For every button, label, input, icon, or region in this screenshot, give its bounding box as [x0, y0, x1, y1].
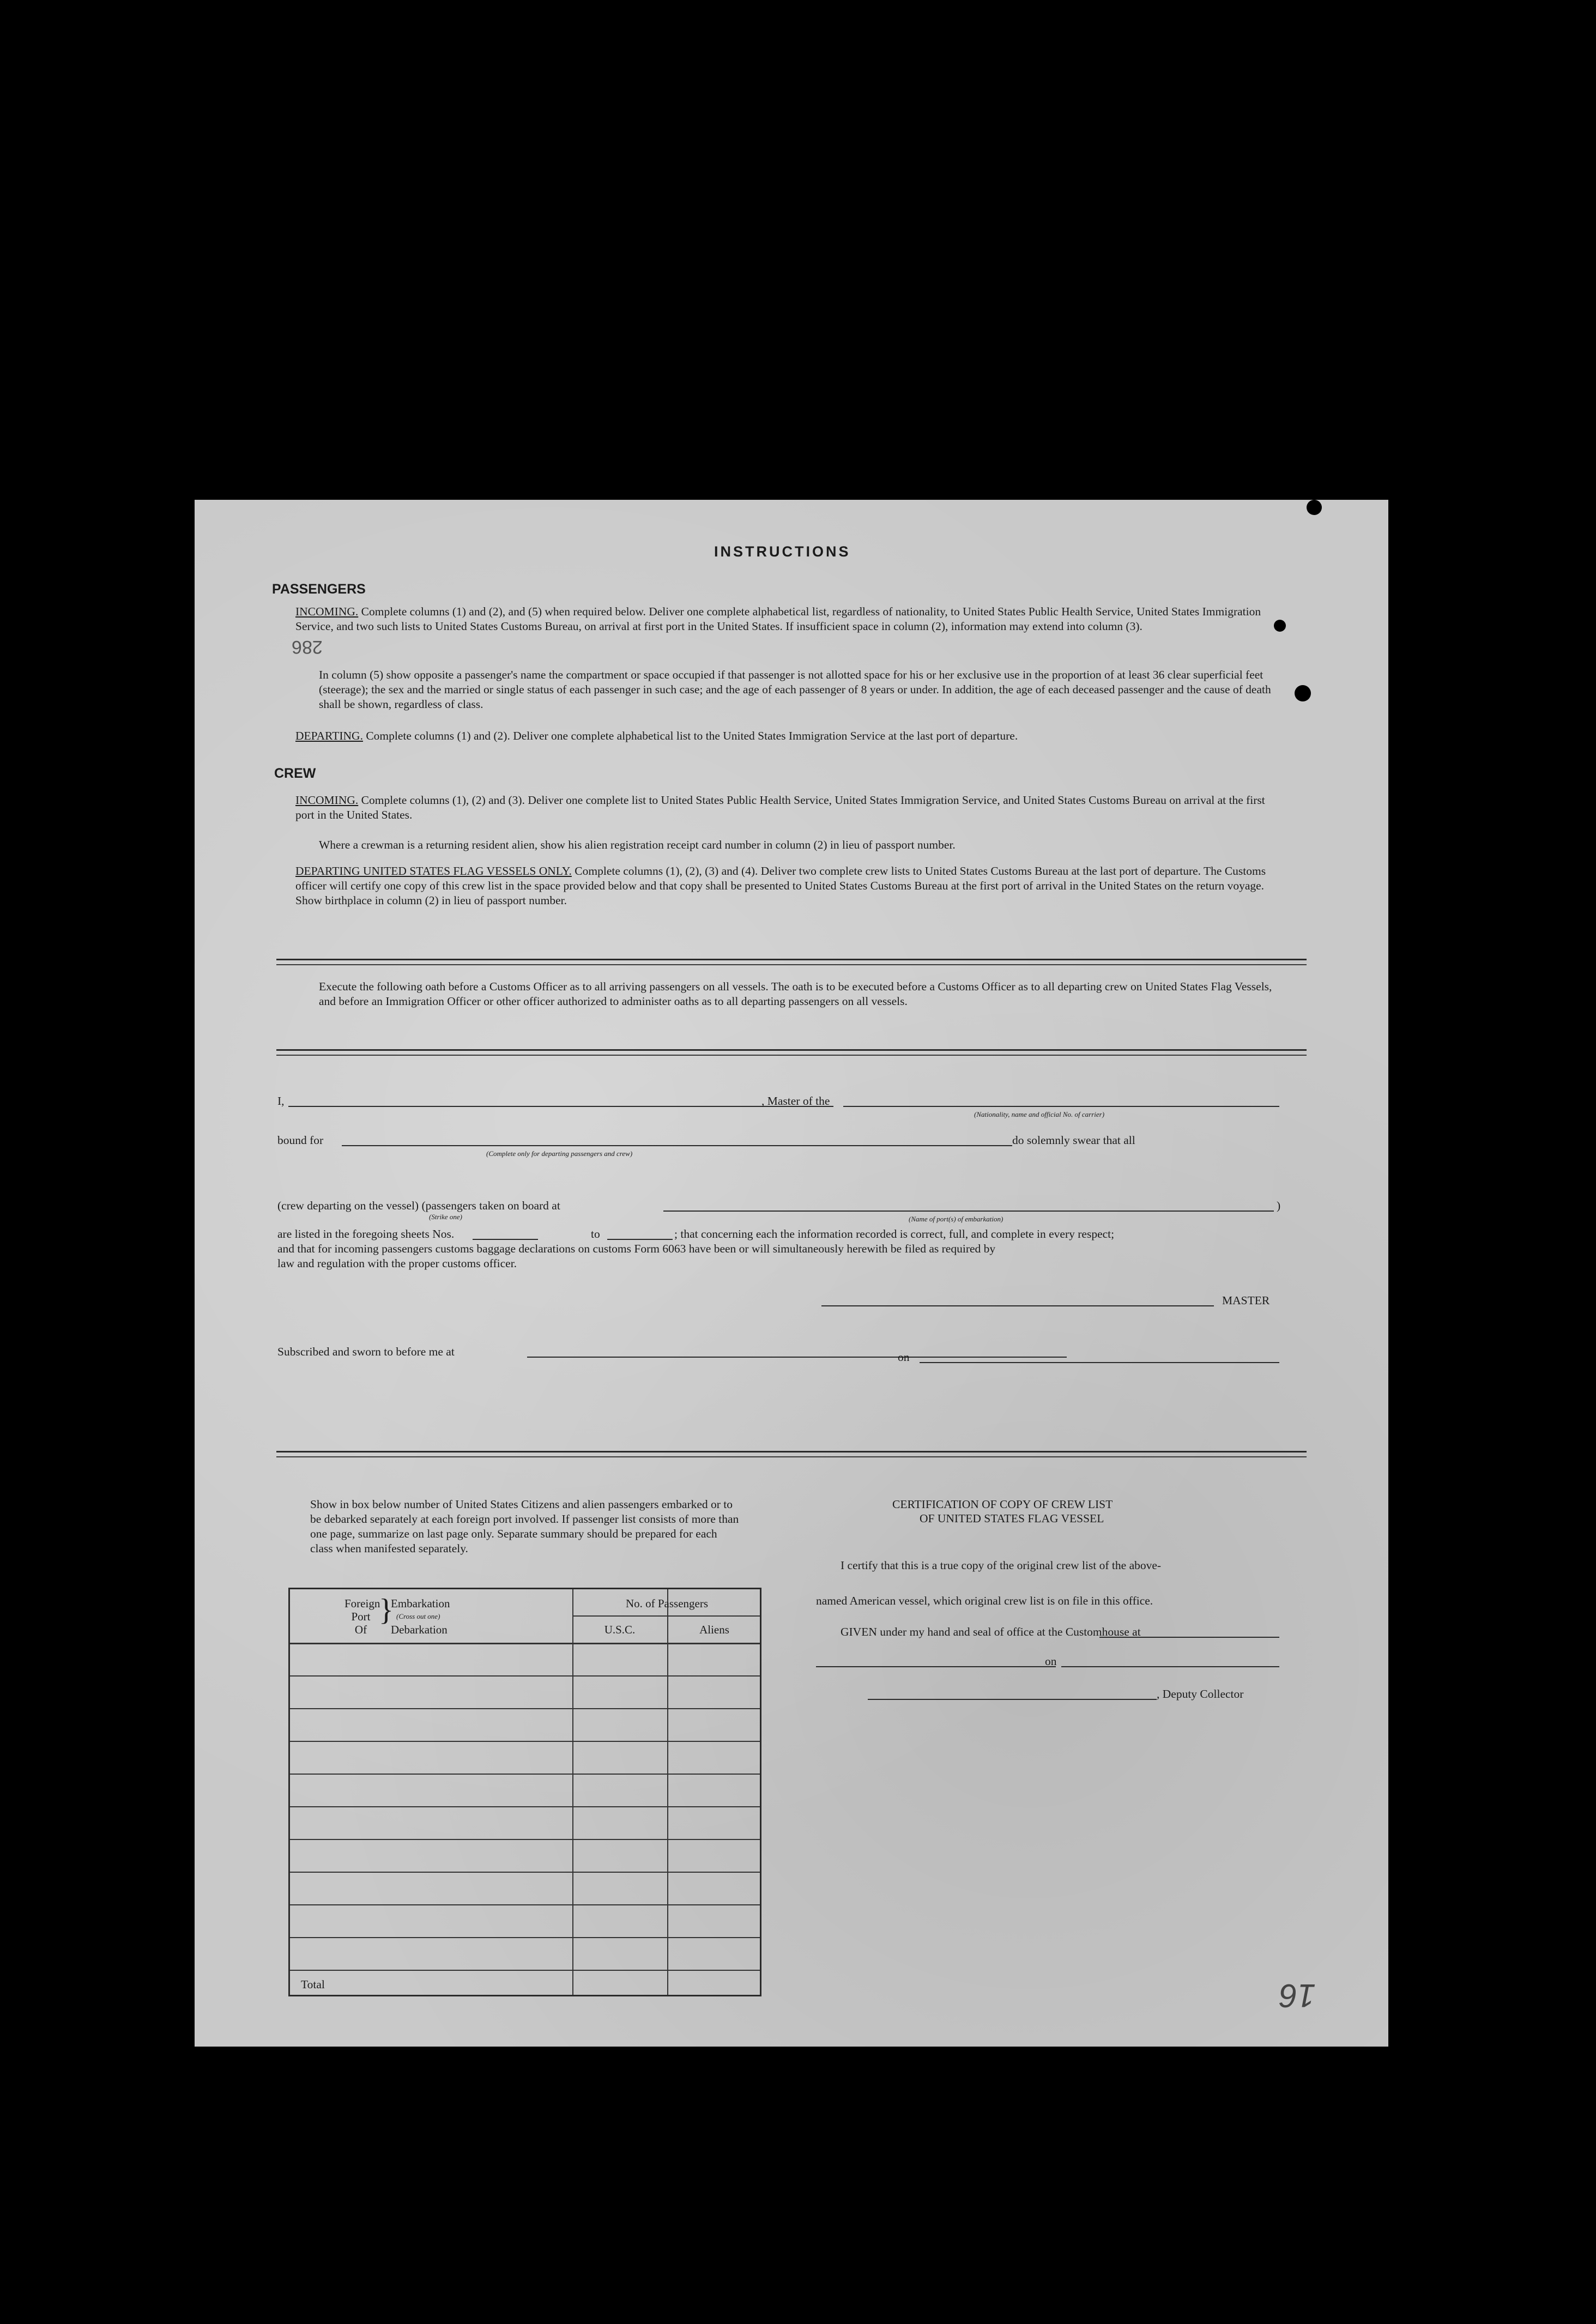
certification-line3: GIVEN under my hand and seal of office at the Customhouse at	[841, 1625, 1141, 1638]
oath-intro-text: Execute the following oath before a Customs Officer as to all arriving passengers on all vessels. The oath is to be executed before a Customs Officer as to all departing crew on United States Flag Vessels, and before an Immigration Officer or other officer authorized to administer oaths as to all departing passengers on all vessels.	[319, 980, 1272, 1008]
table-row-rule	[290, 1741, 760, 1742]
crew-incoming-text: Complete columns (1), (2) and (3). Deliver one complete list to United States Public Health Service, United States Immigration Service, and United States Customs Bureau on arrival at the first port in the United States.	[295, 794, 1265, 821]
cross-out-caption: (Cross out one)	[396, 1612, 440, 1620]
sheet-from-field[interactable]	[473, 1239, 538, 1240]
subscribed-label: Subscribed and sworn to before me at	[277, 1345, 455, 1358]
master-name-field[interactable]	[288, 1106, 833, 1107]
embarkation-label: Embarkation	[391, 1597, 450, 1610]
page-title: INSTRUCTIONS	[714, 543, 851, 560]
passengers-departing-lead: DEPARTING.	[295, 729, 363, 742]
listed-in-label: are listed in the foregoing sheets Nos.	[277, 1227, 455, 1240]
certification-heading-1: CERTIFICATION OF COPY OF CREW LIST	[892, 1498, 1113, 1511]
do-solemnly-label: do solemnly swear that all	[1012, 1134, 1135, 1147]
crew-returning	[319, 838, 1279, 852]
certification-date-field[interactable]	[1061, 1666, 1279, 1667]
table-col-divider	[667, 1589, 668, 1995]
i-label: I,	[277, 1094, 285, 1107]
concerning-text: ; that concerning each the information recorded is correct, full, and complete in every respect;	[674, 1227, 1115, 1240]
complete-only-caption: (Complete only for departing passengers and crew)	[486, 1149, 633, 1158]
customhouse-field[interactable]	[1099, 1637, 1279, 1638]
form-page	[195, 500, 1388, 2047]
table-row-rule	[290, 1806, 760, 1807]
table-header-rule	[290, 1643, 760, 1644]
table-header-rule	[572, 1615, 760, 1617]
crew-returning-text: Where a crewman is a returning resident alien, show his alien registration receipt card number in column (2) in lieu of passport number.	[319, 838, 956, 851]
crew-heading: CREW	[274, 766, 316, 781]
col-no-of-passengers: No. of Passengers	[625, 1597, 709, 1610]
stamp-number: 286	[292, 637, 323, 657]
page-number: 16	[1279, 1977, 1316, 2014]
passengers-incoming-lead: INCOMING.	[295, 605, 359, 618]
sworn-on-field[interactable]	[920, 1362, 1279, 1363]
summary-instructions	[310, 1497, 741, 1556]
summary-instructions-text: Show in box below number of United States Citizens and alien passengers embarked or to be debarked separately at each foreign port involved. If passenger list consists of more than one page, summarize on last page only. Separate summary should be prepared for each class when manifested separately.	[310, 1498, 739, 1555]
col-usc: U.S.C.	[604, 1623, 636, 1636]
crew-incoming-lead: INCOMING.	[295, 794, 359, 807]
crew-departing-label: (crew departing on the vessel) (passengers taken on board at	[277, 1199, 560, 1212]
certification-line1: I certify that this is a true copy of the original crew list of the above-	[841, 1559, 1162, 1572]
col-aliens: Aliens	[699, 1623, 729, 1636]
certification-on-label: on	[1045, 1655, 1057, 1668]
certification-heading-2: OF UNITED STATES FLAG VESSEL	[920, 1512, 1104, 1525]
crew-departing-lead: DEPARTING UNITED STATES FLAG VESSELS ONLY.	[295, 864, 572, 877]
col-foreign-label: Foreign	[344, 1597, 380, 1610]
table-row-rule	[290, 1675, 760, 1677]
oath-line2: and that for incoming passengers customs baggage declarations on customs Form 6063 have been or will simultaneously herewith be filed as required by	[277, 1242, 996, 1255]
close-paren: )	[1277, 1199, 1281, 1212]
carrier-field[interactable]	[843, 1106, 1279, 1107]
passenger-summary-table	[288, 1588, 761, 1996]
divider	[276, 1055, 1307, 1056]
certification-line2: named American vessel, which original crew list is on file in this office.	[816, 1594, 1153, 1607]
sworn-at-field[interactable]	[527, 1357, 1067, 1358]
brace-icon: }	[379, 1593, 394, 1627]
crew-departing	[295, 864, 1279, 908]
oath-line3: law and regulation with the proper customs officer.	[277, 1257, 517, 1270]
to-label: to	[591, 1227, 600, 1240]
passengers-departing-text: Complete columns (1) and (2). Deliver one complete alphabetical list to the United States Immigration Service at the last port of departure.	[366, 729, 1018, 742]
carrier-caption: (Nationality, name and official No. of carrier)	[974, 1110, 1105, 1118]
total-label: Total	[301, 1978, 325, 1991]
col-port-label: Port	[351, 1610, 371, 1623]
deputy-signature-field[interactable]	[868, 1699, 1157, 1700]
master-of-label: , Master of the	[761, 1094, 830, 1107]
divider	[276, 964, 1307, 965]
master-signature-field[interactable]	[821, 1305, 1214, 1306]
debarkation-label: Debarkation	[391, 1623, 448, 1636]
table-row-rule	[290, 1872, 760, 1873]
divider	[276, 1451, 1307, 1453]
bound-for-field[interactable]	[342, 1145, 1012, 1146]
table-col-divider	[572, 1589, 573, 1995]
sheet-to-field[interactable]	[607, 1239, 673, 1240]
table-row-rule	[290, 1774, 760, 1775]
passengers-heading: PASSENGERS	[272, 582, 366, 597]
punch-hole	[1295, 685, 1311, 701]
col-embarkation	[391, 1597, 500, 1636]
passengers-departing	[295, 729, 1279, 743]
col-foreign-port-of	[344, 1597, 380, 1636]
divider	[276, 959, 1307, 960]
crew-incoming	[295, 793, 1279, 822]
ports-caption: (Name of port(s) of embarkation)	[909, 1215, 1003, 1223]
passengers-incoming-text: Complete columns (1) and (2), and (5) when required below. Deliver one complete alphabetical list, regardless of nationality, to United States Public Health Service, United States Immigration Service, and two such lists to United States Customs Bureau, on arrival at first port in the United States. If insufficient space in column (2), information may extend into column (3).	[295, 605, 1261, 633]
passengers-column5	[319, 668, 1279, 712]
table-row-rule	[290, 1839, 760, 1840]
punch-hole	[1307, 500, 1322, 515]
table-row-rule	[290, 1937, 760, 1938]
table-row-rule	[290, 1708, 760, 1709]
passengers-column5-text: In column (5) show opposite a passenger's name the compartment or space occupied if that passenger is not allotted space for his or her exclusive use in the proportion of at least 36 clear superficial feet (steerage); the sex and the married or single status of each passenger in such case; and the age of each passenger of 8 years or under. In addition, the age of each deceased passenger and the cause of death shall be shown, regardless of class.	[319, 668, 1271, 711]
bound-for-label: bound for	[277, 1134, 324, 1147]
passengers-incoming	[295, 604, 1279, 634]
sworn-on-label: on	[898, 1351, 910, 1364]
table-row-rule	[290, 1904, 760, 1905]
table-row-rule	[290, 1970, 760, 1971]
master-label: MASTER	[1222, 1294, 1270, 1307]
deputy-collector-label: , Deputy Collector	[1157, 1687, 1244, 1700]
certification-location-field[interactable]	[816, 1666, 1056, 1667]
divider	[276, 1049, 1307, 1051]
crew-departing-text: Complete columns (1), (2), (3) and (4). Deliver two complete crew lists to United States Customs Bureau at the last port of departure. The Customs officer will certify one copy of this crew list in the space provided below and that copy shall be presented to United States Customs Bureau at the first port of arrival in the United States on the return voyage. Show birthplace in column (2) in lieu of passport number.	[295, 864, 1266, 907]
embarkation-ports-field[interactable]	[663, 1211, 1274, 1212]
oath-intro	[319, 979, 1279, 1009]
divider	[276, 1456, 1307, 1457]
col-of-label: Of	[354, 1623, 367, 1636]
strike-one-caption: (Strike one)	[429, 1213, 463, 1221]
